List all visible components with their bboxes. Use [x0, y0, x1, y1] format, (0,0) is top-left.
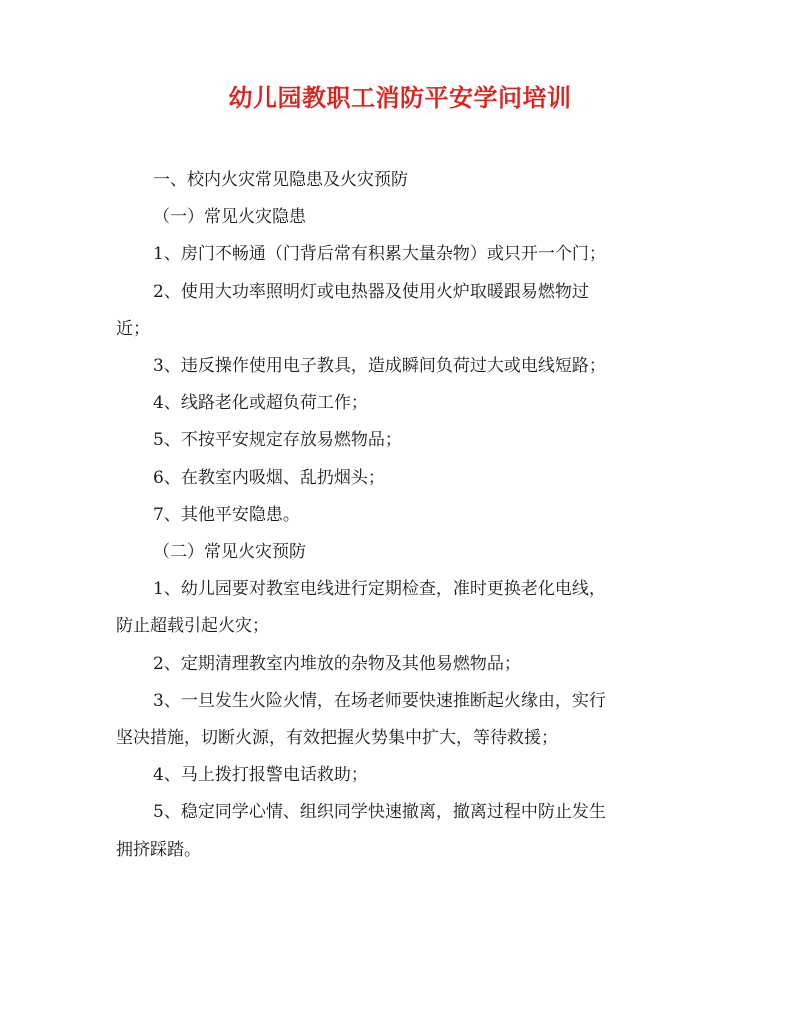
- text-line: 近；: [116, 318, 150, 339]
- text-line: 4、马上拨打报警电话救助；: [153, 765, 368, 786]
- document-title: 幼儿园教职工消防平安学问培训: [228, 84, 572, 112]
- text-line: 3、违反操作使用电子教具，造成瞬间负荷过大或电线短路；: [153, 356, 606, 377]
- document-body: [116, 162, 682, 869]
- text-line: 5、不按平安规定存放易燃物品；: [153, 430, 402, 451]
- text-line: 1、房门不畅通（门背后常有积累大量杂物）或只开一个门；: [153, 244, 606, 265]
- text-line: 1、幼儿园要对教室电线进行定期检查，准时更换老化电线，: [153, 579, 606, 600]
- text-line: 2、定期清理教室内堆放的杂物及其他易燃物品；: [153, 653, 521, 674]
- text-line: 7、其他平安隐患。: [153, 504, 300, 525]
- text-line: （二）常见火灾预防: [153, 542, 306, 563]
- text-line: 一、校内火灾常见隐患及火灾预防: [153, 170, 408, 190]
- text-line: 2、使用大功率照明灯或电热器及使用火炉取暖跟易燃物过: [153, 281, 589, 302]
- text-line: 3、一旦发生火险火情，在场老师要快速推断起火缘由，实行: [153, 690, 606, 711]
- text-line: （一）常见火灾隐患: [153, 207, 306, 228]
- text-line: 防止超载引起火灾；: [116, 616, 269, 637]
- text-line: 坚决措施，切断火源，有效把握火势集中扩大，等待救援；: [116, 728, 558, 749]
- text-line: 拥挤踩踏。: [116, 839, 201, 860]
- text-line: 4、线路老化或超负荷工作；: [153, 393, 368, 414]
- text-line: 6、在教室内吸烟、乱扔烟头；: [153, 467, 385, 488]
- text-line: 5、稳定同学心情、组织同学快速撤离，撤离过程中防止发生: [153, 802, 606, 823]
